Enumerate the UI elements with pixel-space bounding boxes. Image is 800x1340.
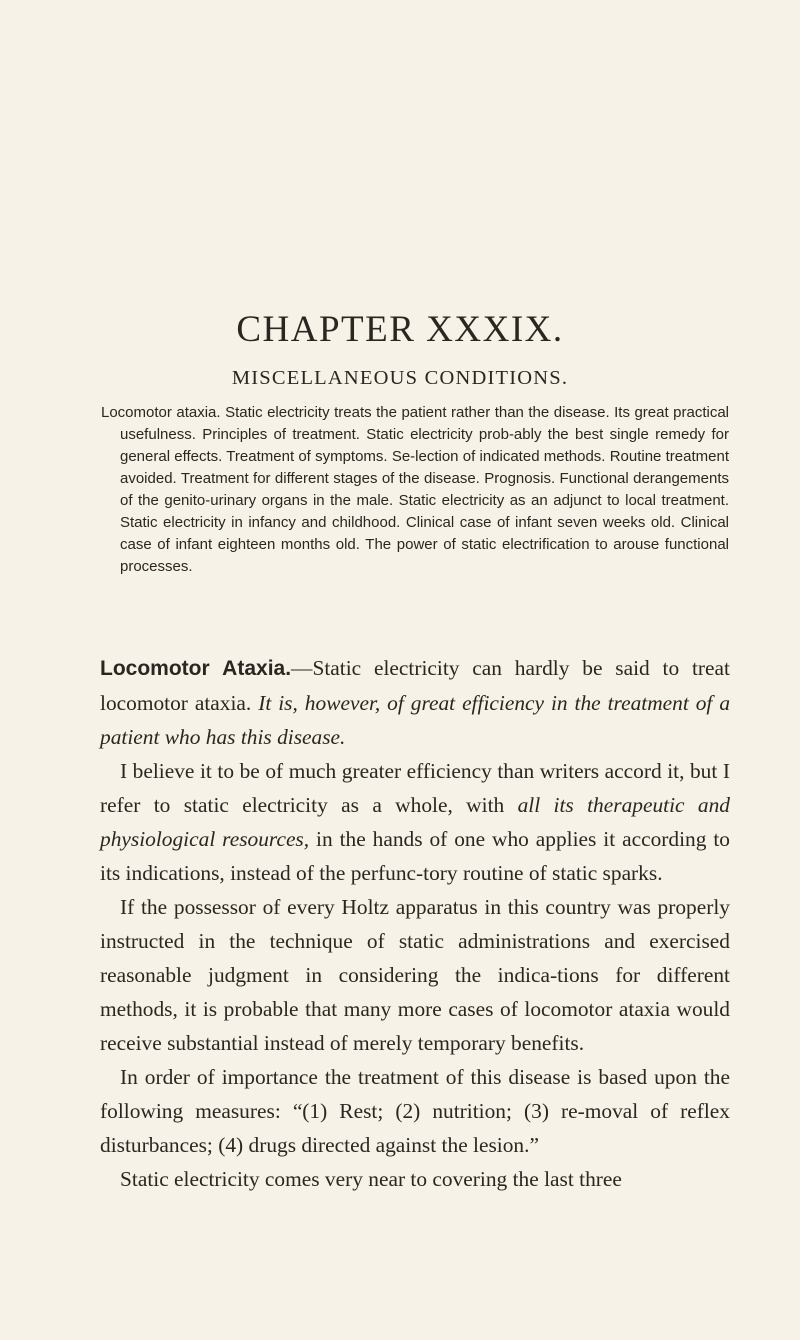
section-title: MISCELLANEOUS CONDITIONS. xyxy=(231,367,569,389)
paragraph-holtz-apparatus: If the possessor of every Holtz apparatus in this country was properly instructed in the technique of static administrations and exercised reasonable judgment in considering the indica-tions for different methods, it is probable that many more cases of locomotor ataxia would receive substantial instead of merely temporary benefits. xyxy=(100,895,730,1055)
paragraph-efficiency xyxy=(100,754,730,890)
paragraph-text: —Static electricity can hardly be said to treat locomotor ataxia. xyxy=(100,656,730,715)
paragraph-lead-in: Locomotor Ataxia. xyxy=(100,657,292,680)
paragraph-static-electricity: Static electricity comes very near to covering the last three xyxy=(120,1167,622,1191)
paragraph-italic-text: all its therapeutic and physiological resources, xyxy=(100,793,730,851)
body-text xyxy=(100,651,730,1196)
paragraph-italic-text: It is, however, of great efficiency in the treatment of a patient who has this disease. xyxy=(100,691,731,749)
paragraph-text: I believe it to be of much greater efficiency than writers accord it, but I refer to static electricity as a whole, with xyxy=(100,759,730,817)
paragraph-order-of-importance: In order of importance the treatment of this disease is based upon the following measures: “(1) Rest; (2) nutrition; (3) re-moval of reflex disturbances; (4) drugs directed against the lesion.” xyxy=(100,1065,730,1157)
chapter-summary: Locomotor ataxia. Static electricity treats the patient rather than the disease. Its great practical usefulness. Principles of treatment. Static electricity prob-ably the best single remedy for general effects. Treatment of symptoms. Se-lection of indicated methods. Routine treatment avoided. Treatment for different stages of the disease. Prognosis. Functional derangements of the genito-urinary organs in the male. Static electricity as an adjunct to local treatment. Static electricity in infancy and childhood. Clinical case of infant seven weeks old. Clinical case of infant eighteen months old. The power of static electrification to arouse functional processes. xyxy=(101,404,729,575)
paragraph-locomotor-ataxia xyxy=(100,651,730,754)
paragraph-text: in the hands of one who applies it according to its indications, instead of the perfunc-tory routine of static sparks. xyxy=(100,827,730,885)
chapter-title: CHAPTER XXXIX. xyxy=(236,309,564,350)
